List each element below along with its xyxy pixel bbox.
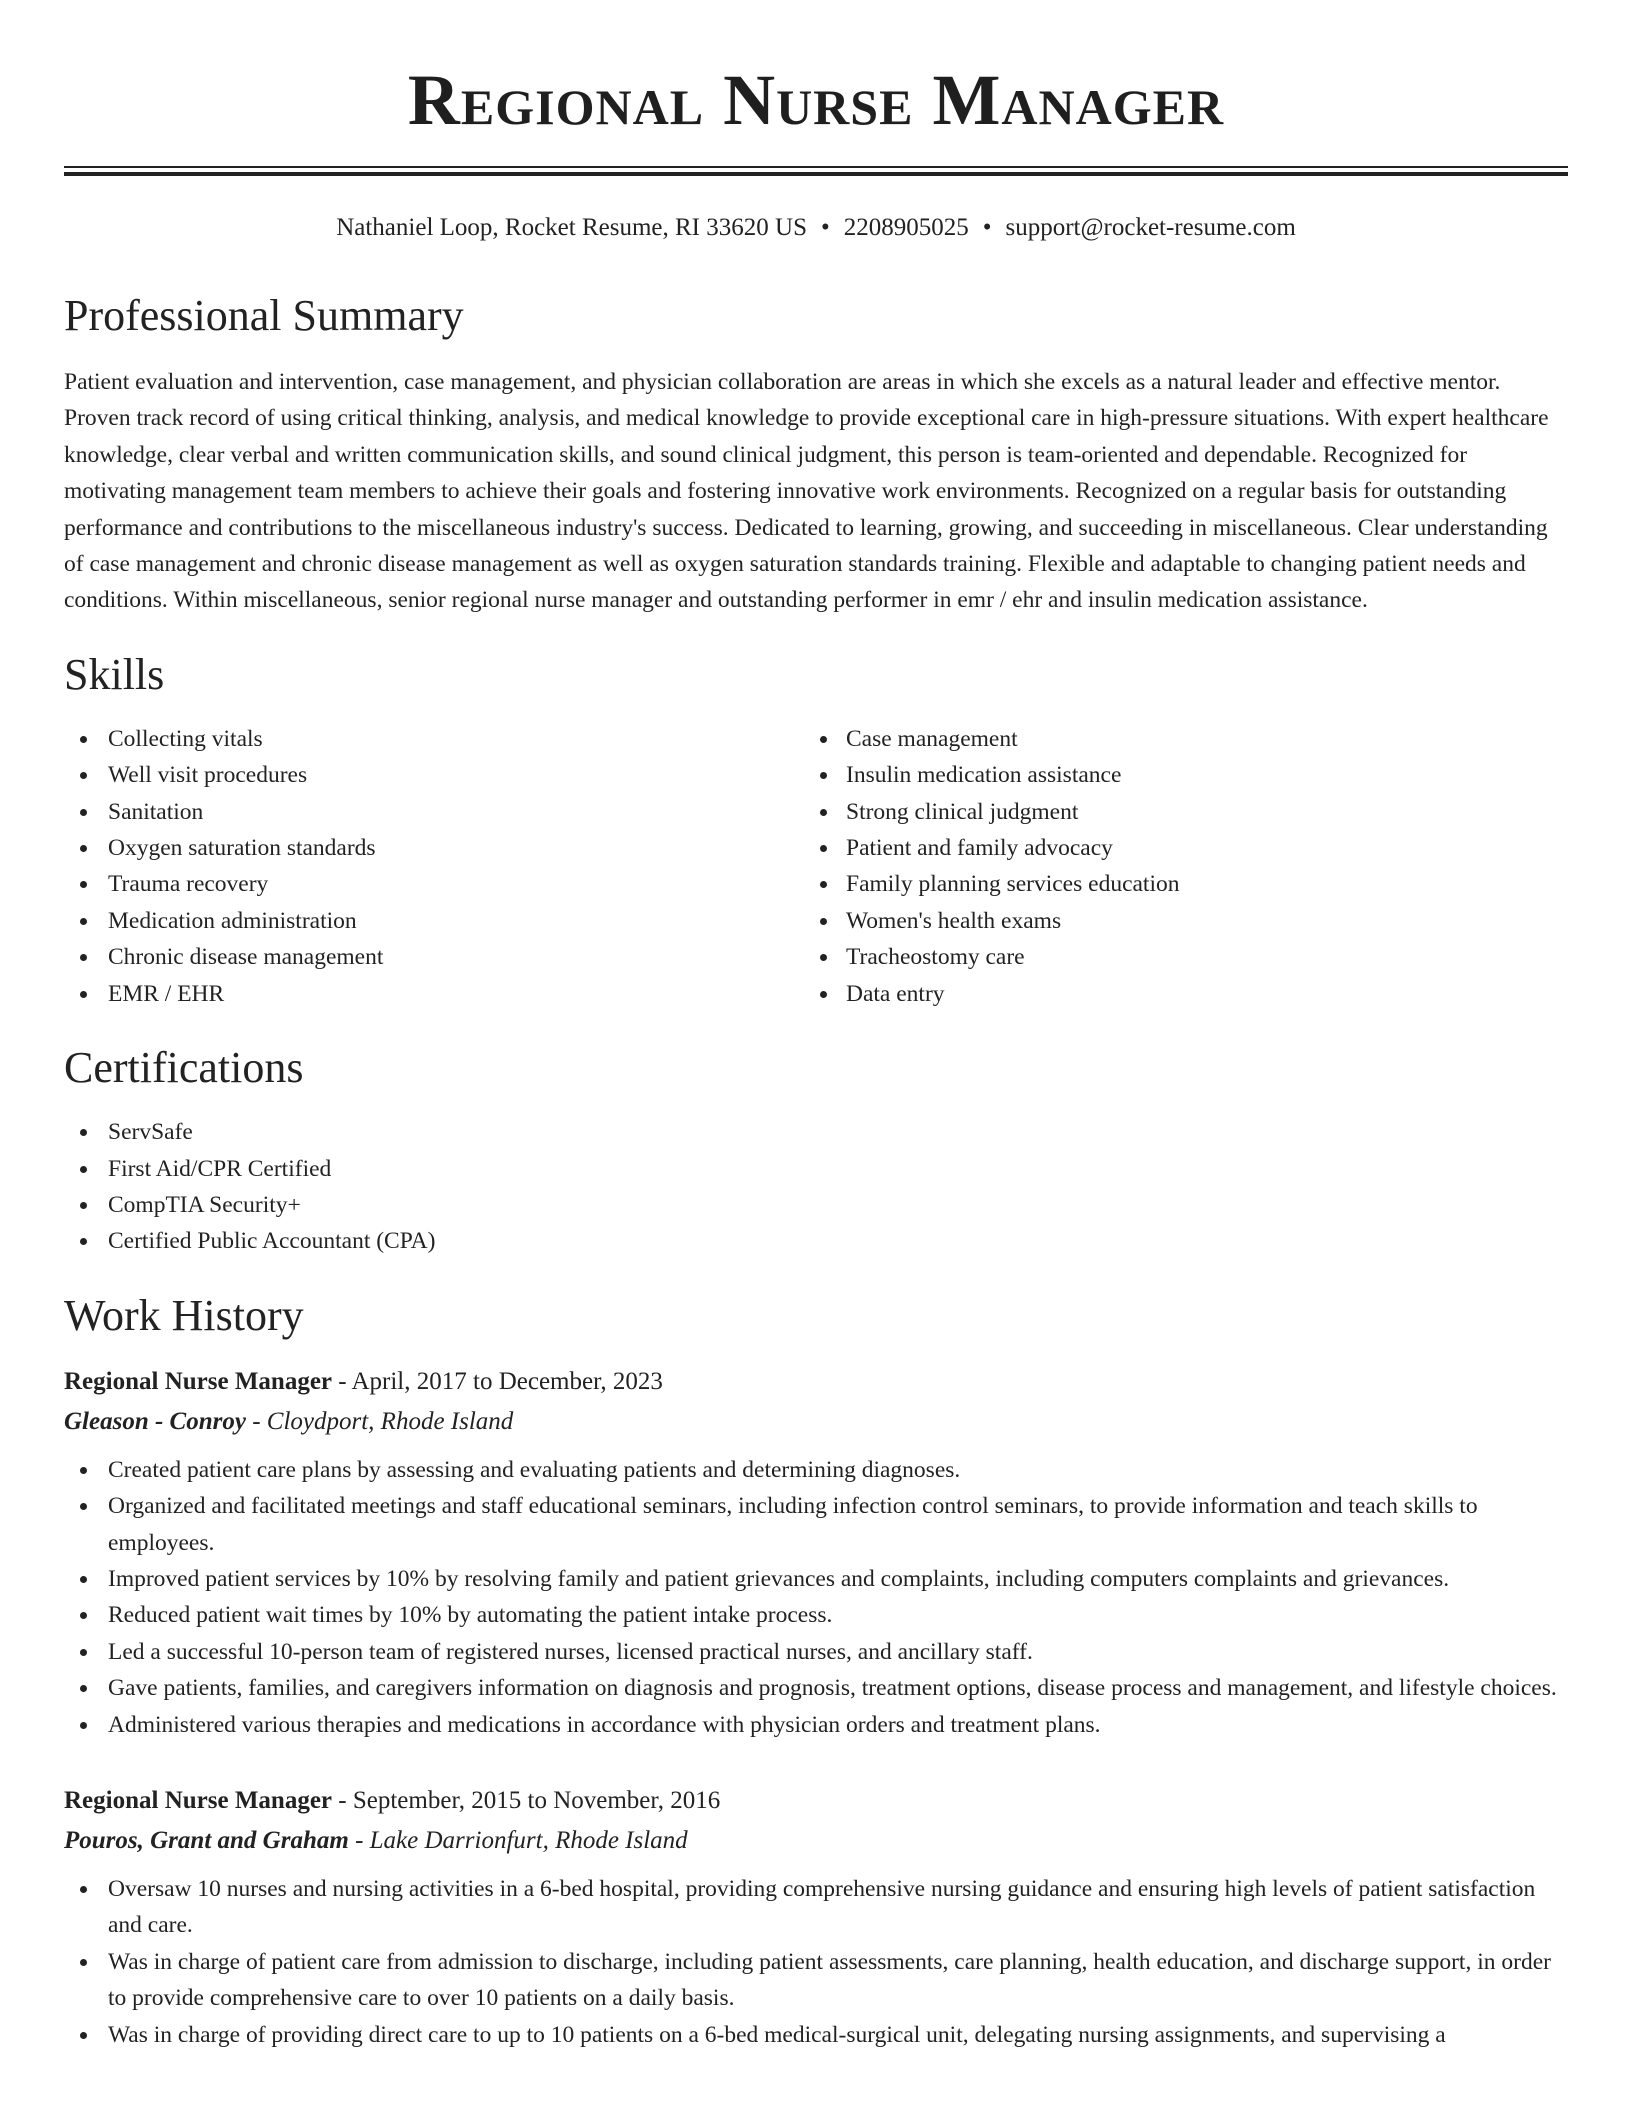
bullet-icon [80,772,87,779]
bullet-icon [80,1722,87,1729]
job-company-line [64,1402,1568,1442]
skills-grid [64,721,1568,1012]
bullet-icon [80,1886,87,1893]
skill-item [64,976,816,1012]
job-duty-text: Led a successful 10-person team of registered nurses, licensed practical nurses, and ancillary staff. [108,1638,1033,1665]
certification-label: CompTIA Security+ [108,1191,301,1218]
bullet-icon [80,881,87,888]
job-duty-item [64,2017,1568,2053]
contact-separator: • [982,214,992,241]
bullet-icon [80,954,87,961]
job-company-line [64,1821,1568,1861]
job-duty-item [64,1944,1568,2017]
skill-label: Data entry [846,980,945,1007]
job-duties-list [64,1452,1568,1743]
bullet-icon [80,918,87,925]
certifications-list [64,1114,1568,1260]
skill-item [64,794,816,830]
job-duty-text: Was in charge of providing direct care to up to 10 patients on a 6-bed medical-surgical unit, delegating nursing assignments, and supervising a [108,2021,1446,2048]
job-dates: - September, 2015 to November, 2016 [332,1786,721,1814]
skill-item [816,757,1568,793]
skills-list-right [816,721,1568,1012]
skills-list-left [64,721,816,1012]
bullet-icon [80,1649,87,1656]
bullet-icon [80,809,87,816]
section-heading-work-history: Work History [64,1290,304,1340]
skill-label: Women's health exams [846,907,1062,934]
skill-item [64,830,816,866]
section-heading-skills: Skills [64,649,165,699]
skill-item [64,721,816,757]
skill-label: Well visit procedures [108,762,308,789]
skill-item [816,866,1568,902]
job-duty-text: Was in charge of patient care from admission to discharge, including patient assessments, care planning, health education, and discharge support, in order to provide comprehensive care to over 10 patients on a daily basis. [108,1948,1551,2012]
bullet-icon [820,845,827,852]
skill-item [816,830,1568,866]
certification-item [64,1187,1568,1223]
contact-separator: • [820,214,830,241]
bullet-icon [820,918,827,925]
job-duty-text: Improved patient services by 10% by resolving family and patient grievances and complaints, including computers complaints and grievances. [108,1565,1450,1592]
bullet-icon [820,809,827,816]
skill-item [64,757,816,793]
contact-phone: 2208905025 [843,214,969,241]
skill-label: Sanitation [108,798,204,825]
skills-column-left [64,721,816,1012]
job-duty-text: Organized and facilitated meetings and staff educational seminars, including infection control seminars, to provide information and teach skills to employees. [108,1493,1478,1556]
job-duty-item [64,1707,1568,1743]
job-duties-list [64,1871,1568,2053]
skill-label: Tracheostomy care [846,944,1025,971]
job-entry [64,1781,1568,2053]
skill-item [816,976,1568,1012]
skill-item [816,939,1568,975]
certification-item [64,1114,1568,1150]
skill-item [64,939,816,975]
skill-label: Trauma recovery [108,871,269,898]
bullet-icon [80,1129,87,1136]
job-title-line [64,1781,1568,1821]
bullet-icon [80,1685,87,1692]
skill-label: Insulin medication assistance [846,762,1122,789]
work-history-section [64,1288,1568,2053]
bullet-icon [80,736,87,743]
certification-label: ServSafe [108,1119,193,1146]
skill-label: Case management [846,725,1018,752]
bullet-icon [80,1503,87,1510]
skill-item [816,721,1568,757]
skill-label: Medication administration [108,907,357,934]
job-role: Regional Nurse Manager [64,1367,333,1395]
section-heading-certifications: Certifications [64,1043,304,1093]
job-duty-item [64,1597,1568,1633]
bullet-icon [80,1202,87,1209]
job-duty-item [64,1634,1568,1670]
job-duty-item [64,1670,1568,1706]
skill-label: EMR / EHR [108,980,225,1007]
skill-label: Collecting vitals [108,725,263,752]
job-duty-text: Oversaw 10 nurses and nursing activities in a 6-bed hospital, providing comprehensive nursing guidance and ensuring high levels of patient satisfaction and care. [108,1875,1536,1939]
bullet-icon [820,954,827,961]
summary-paragraph: Patient evaluation and intervention, case management, and physician collaboration are areas in which she excels as a natural leader and effective mentor. Proven track record of using critical thinking, analysis, and medical knowledge to provide exceptional care in high-pressure situations. With expert healthcare knowledge, clear verbal and written communication skills, and sound clinical judgment, this person is team-oriented and dependable. Recognized for motivating management team members to achieve their goals and fostering innovative work environments. Recognized on a regular basis for outstanding performance and contributions to the miscellaneous industry's success. Dedicated to learning, growing, and succeeding in miscellaneous. Clear understanding of case management and chronic disease management as well as oxygen saturation standards training. Flexible and adaptable to changing patient needs and conditions. Within miscellaneous, senior regional nurse manager and outstanding performer in emr / ehr and insulin medication assistance. [64,369,1549,614]
job-company: Gleason - Conroy [64,1407,246,1435]
skill-label: Patient and family advocacy [846,835,1113,862]
job-duty-item [64,1871,1568,1944]
certification-item [64,1151,1568,1187]
skills-column-right [816,721,1568,1012]
bullet-icon [820,736,827,743]
resume-title: Regional Nurse Manager [407,60,1225,140]
job-duty-item [64,1488,1568,1561]
bullet-icon [80,1959,87,1966]
job-title-line [64,1362,1568,1402]
job-location: - Lake Darrionfurt, Rhode Island [348,1826,688,1854]
skill-label: Oxygen saturation standards [108,835,376,862]
certification-item [64,1223,1568,1259]
bullet-icon [820,772,827,779]
job-duty-text: Administered various therapies and medications in accordance with physician orders and treatment plans. [108,1711,1101,1738]
job-duty-text: Created patient care plans by assessing and evaluating patients and determining diagnoses. [108,1456,961,1483]
contact-line [64,212,1568,244]
contact-address: Nathaniel Loop, Rocket Resume, RI 33620 US [336,214,807,241]
skill-item [64,866,816,902]
bullet-icon [80,1612,87,1619]
job-location: - Cloydport, Rhode Island [245,1407,514,1435]
bullet-icon [820,881,827,888]
bullet-icon [80,1467,87,1474]
bullet-icon [80,1576,87,1583]
skill-label: Chronic disease management [108,944,384,971]
certification-label: First Aid/CPR Certified [108,1155,332,1182]
contact-email[interactable]: support@rocket-resume.com [1005,214,1296,241]
job-duty-text: Gave patients, families, and caregivers information on diagnosis and prognosis, treatment options, disease process and management, and lifestyle choices. [108,1675,1557,1702]
skill-item [816,794,1568,830]
certifications-section [64,1040,1568,1260]
skill-label: Family planning services education [846,871,1180,898]
bullet-icon [80,2032,87,2039]
bullet-icon [80,1166,87,1173]
skills-section [64,647,1568,1012]
professional-summary-section [64,288,1568,619]
certification-label: Certified Public Accountant (CPA) [108,1228,436,1255]
skill-label: Strong clinical judgment [846,798,1079,825]
job-duty-item [64,1452,1568,1488]
bullet-icon [80,991,87,998]
job-entry [64,1362,1568,1743]
bullet-icon [80,1238,87,1245]
job-company: Pouros, Grant and Graham [64,1826,349,1854]
job-duty-text: Reduced patient wait times by 10% by automating the patient intake process. [108,1602,833,1629]
skill-item [816,903,1568,939]
bullet-icon [820,991,827,998]
section-heading-summary: Professional Summary [64,291,464,340]
skill-item [64,903,816,939]
job-duty-item [64,1561,1568,1597]
job-role: Regional Nurse Manager [64,1786,333,1814]
job-dates: - April, 2017 to December, 2023 [332,1367,663,1395]
bullet-icon [80,845,87,852]
title-divider [64,166,1568,176]
